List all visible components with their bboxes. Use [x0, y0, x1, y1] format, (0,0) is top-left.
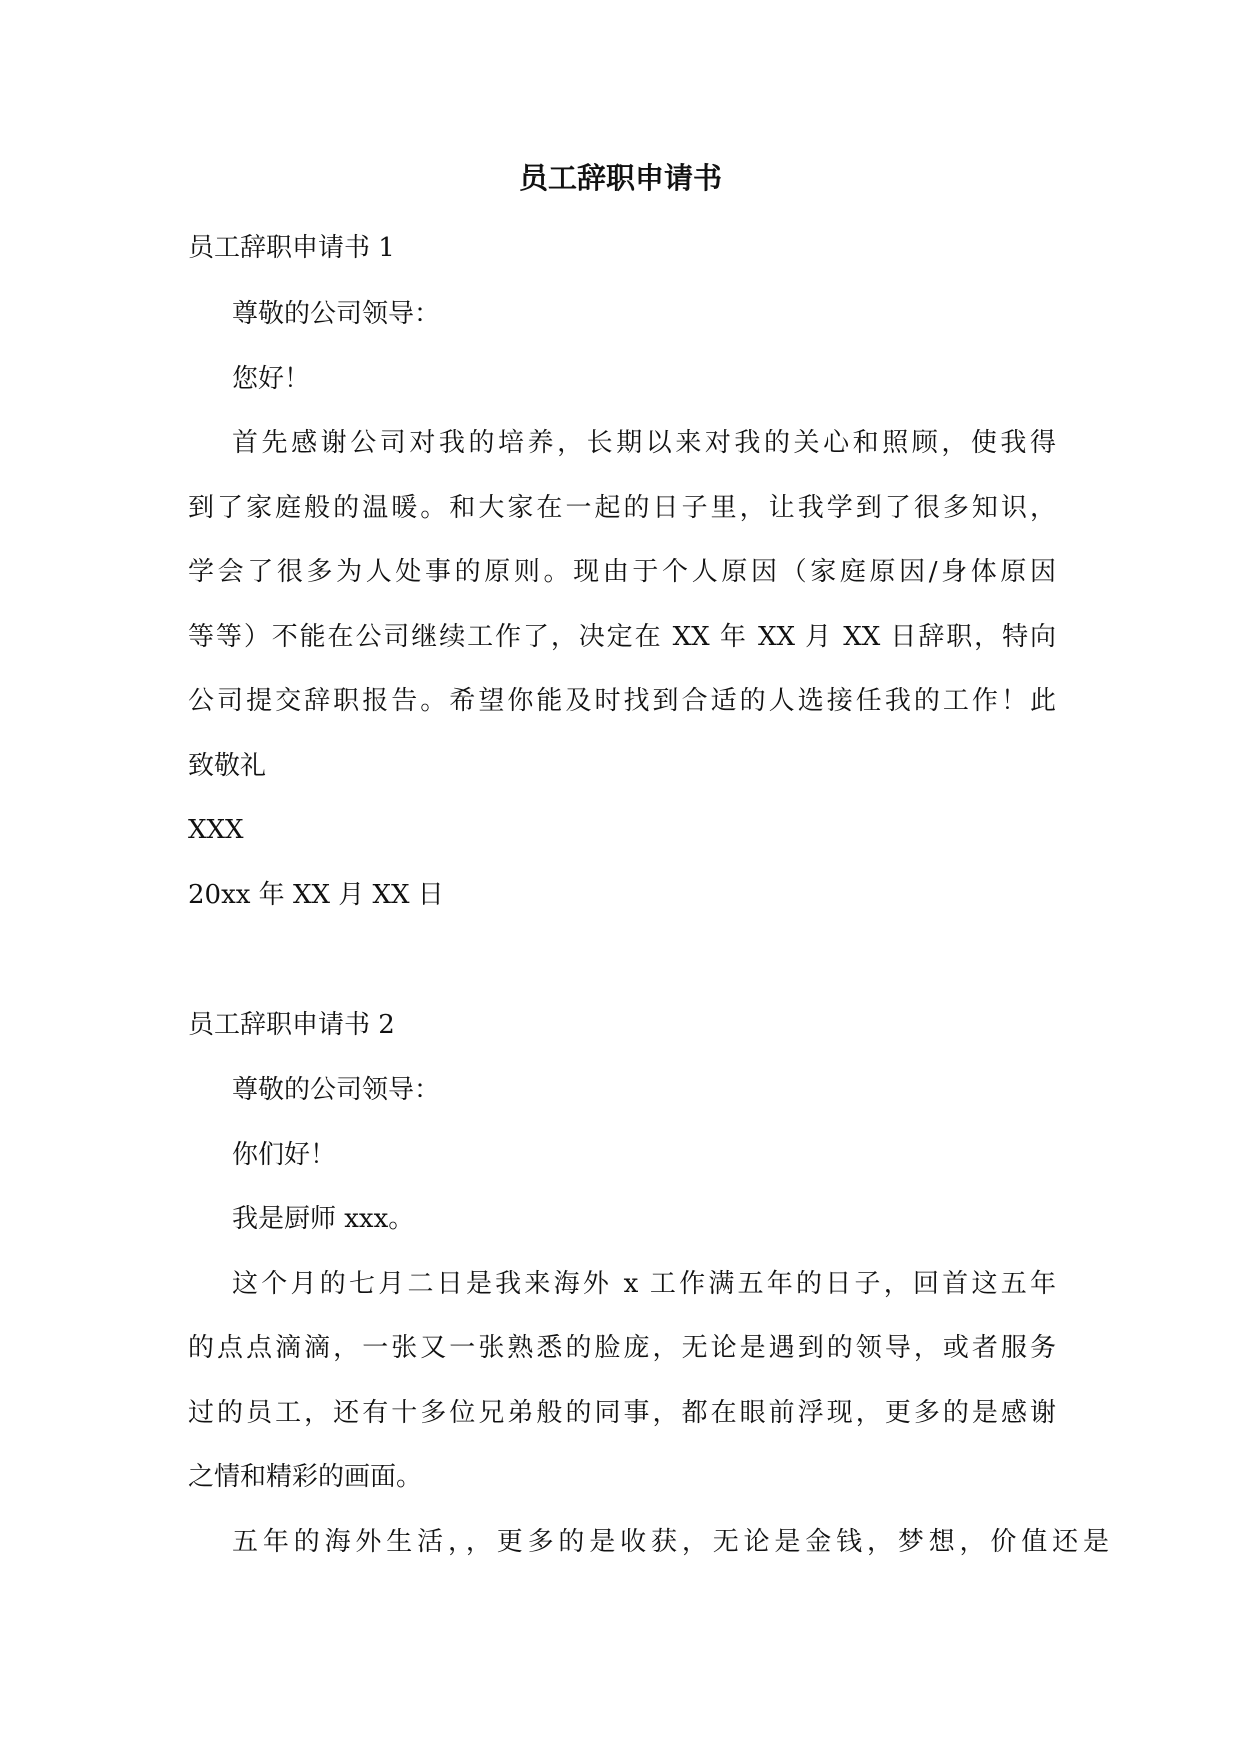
- signature-name: XXX: [188, 815, 244, 845]
- body-line: 等等）不能在公司继续工作了，决定在 XX 年 XX 月 XX 日辞职，特向: [188, 622, 1056, 652]
- body-line: 之情和精彩的画面。: [188, 1462, 423, 1492]
- greeting-2: 你们好！: [232, 1140, 337, 1170]
- body-line: 我是厨师 xxx。: [232, 1204, 415, 1234]
- greeting-1: 您好！: [232, 364, 311, 394]
- salutation-1: 尊敬的公司领导：: [232, 299, 441, 329]
- body-line: 公司提交辞职报告。希望你能及时找到合适的人选接任我的工作！此: [188, 686, 1056, 716]
- body-line: 这个月的七月二日是我来海外 x 工作满五年的日子，回首这五年: [232, 1269, 1056, 1299]
- body-line: 学会了很多为人处事的原则。现由于个人原因（家庭原因/身体原因: [188, 557, 1056, 587]
- document-title: 员工辞职申请书: [518, 161, 722, 195]
- body-line: 过的员工，还有十多位兄弟般的同事，都在眼前浮现，更多的是感谢: [188, 1398, 1056, 1428]
- salutation-2: 尊敬的公司领导：: [232, 1075, 441, 1105]
- closing: 致敬礼: [188, 751, 267, 781]
- section-heading-1: 员工辞职申请书 1: [188, 233, 395, 263]
- signature-date: 20xx 年 XX 月 XX 日: [188, 880, 444, 910]
- body-line: 到了家庭般的温暖。和大家在一起的日子里，让我学到了很多知识，: [188, 493, 1056, 523]
- body-line: 首先感谢公司对我的培养，长期以来对我的关心和照顾，使我得: [232, 428, 1056, 458]
- section-heading-2: 员工辞职申请书 2: [188, 1010, 395, 1040]
- body-line: 五年的海外生活，，更多的是收获，无论是金钱，梦想，价值还是: [232, 1527, 1109, 1557]
- body-line: 的点点滴滴，一张又一张熟悉的脸庞，无论是遇到的领导，或者服务: [188, 1333, 1056, 1363]
